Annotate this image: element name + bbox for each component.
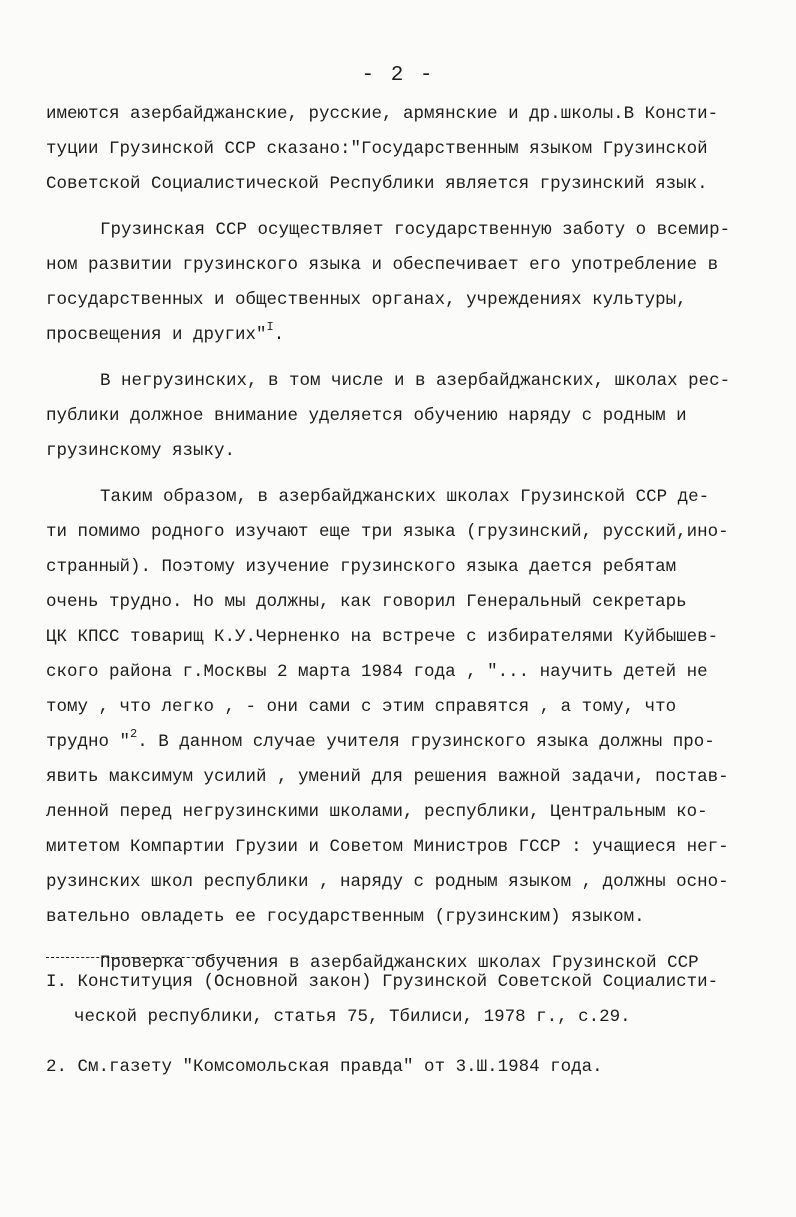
- text-line: Советской Социалистической Республики является грузинский язык.: [46, 174, 708, 194]
- text-line: [46, 725, 752, 760]
- text-line: В негрузинских, в том числе и в азербайджанских, школах рес-: [100, 371, 731, 391]
- text-segment: трудно ": [46, 732, 131, 752]
- text-line: ти помимо родного изучают еще три языка (грузинский, русский,ино-: [46, 522, 729, 542]
- text-segment: просвещения и других": [46, 325, 267, 345]
- text-line: имеются азербайджанские, русские, армянские и др.школы.В Консти-: [46, 104, 719, 124]
- text-line: рузинских школ республики , наряду с родным языком , должны осно-: [46, 872, 729, 892]
- text-line: ном развитии грузинского языка и обеспечивает его употребление в: [46, 255, 719, 275]
- text-line: грузинскому языку.: [46, 441, 236, 461]
- footnote-line: 2. См.газету "Комсомольская правда" от 3.Ш.1984 года.: [46, 1057, 603, 1077]
- text-line: публики должное внимание уделяется обучению наряду с родным и: [46, 406, 687, 426]
- text-line: тому , что легко , - они сами с этим справятся , а тому, что: [46, 697, 677, 717]
- text-line: [46, 318, 752, 353]
- footnote-line: ческой республики, статья 75, Тбилиси, 1978 г., с.29.: [74, 1007, 631, 1027]
- text-line: вательно овладеть ее государственным (грузинским) языком.: [46, 907, 645, 927]
- text-line: ского района г.Москвы 2 марта 1984 года , "... научить детей не: [46, 662, 708, 682]
- text-line: Проверка обучения в азербайджанских школах Грузинской ССР: [100, 953, 699, 973]
- text-line: ленной перед негрузинскими школами, республики, Центральным ко-: [46, 802, 708, 822]
- text-line: явить максимум усилий , умений для решения важной задачи, постав-: [46, 767, 729, 787]
- text-line: Грузинская ССР осуществляет государственную заботу о всемир-: [100, 220, 731, 240]
- body-text: [46, 97, 752, 981]
- text-segment: .: [273, 325, 285, 345]
- text-segment: . В данном случае учителя грузинского языка должны про-: [137, 732, 715, 752]
- footnote-divider: [46, 957, 250, 958]
- footnote-ref: I: [266, 320, 274, 335]
- footnote-line: I. Конституция (Основной закон) Грузинской Советской Социалисти-: [46, 972, 719, 992]
- text-line: очень трудно. Но мы должны, как говорил Генеральный секретарь: [46, 592, 687, 612]
- text-line: Таким образом, в азербайджанских школах Грузинской ССР де-: [100, 487, 710, 507]
- footnote-ref: 2: [130, 727, 138, 742]
- text-line: странный). Поэтому изучение грузинского языка дается ребятам: [46, 557, 677, 577]
- footnotes: [46, 965, 752, 1085]
- text-line: ЦК КПСС товарищ К.У.Черненко на встрече с избирателями Куйбышев-: [46, 627, 719, 647]
- text-line: митетом Компартии Грузии и Советом Министров ГССР : учащиеся нег-: [46, 837, 729, 857]
- text-line: государственных и общественных органах, учреждениях культуры,: [46, 290, 687, 310]
- text-line: туции Грузинской ССР сказано:"Государственным языком Грузинской: [46, 139, 708, 159]
- page-number: - 2 -: [361, 64, 435, 87]
